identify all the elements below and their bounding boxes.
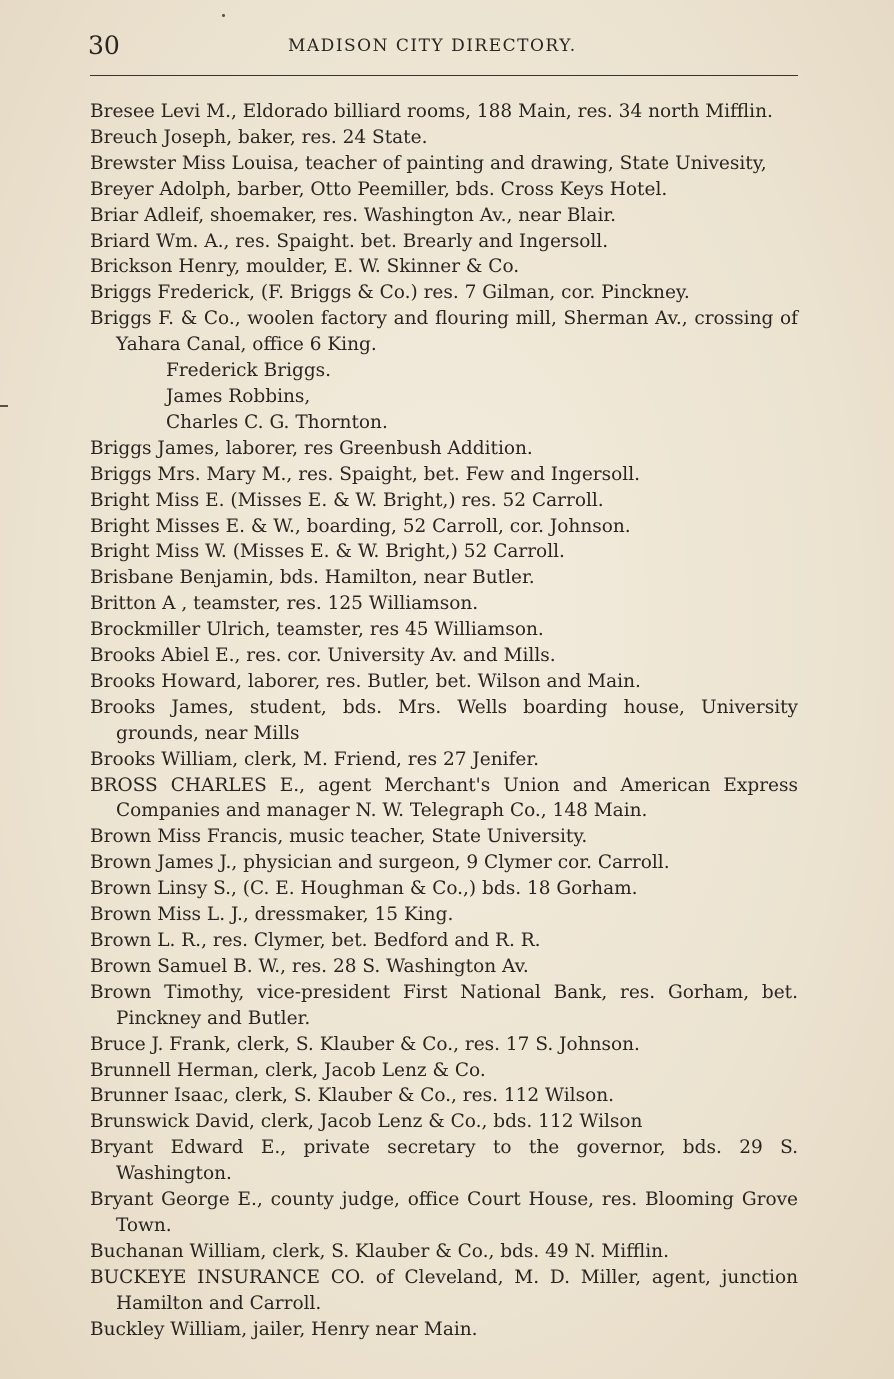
directory-entry: Brooks William, clerk, M. Friend, res 27 Jenifer. — [90, 748, 540, 770]
directory-entry: Bright Misses E. & W., boarding, 52 Carroll, cor. Johnson. — [90, 515, 631, 537]
running-title: MADISON CITY DIRECTORY. — [288, 36, 577, 56]
directory-entry: Brisbane Benjamin, bds. Hamilton, near Butler. — [90, 567, 535, 589]
page-number: 30 — [88, 31, 120, 60]
directory-entry: Briggs Mrs. Mary M., res. Spaight, bet. Few and Ingersoll. — [90, 463, 640, 485]
directory-entry: Brown Linsy S., (C. E. Houghman & Co.,) bds. 18 Gorham. — [90, 878, 638, 900]
directory-entry: Brooks James, student, bds. Mrs. Wells boarding house, University grounds, near Mills — [90, 696, 798, 744]
header-rule — [90, 75, 798, 76]
margin-mark — [0, 405, 8, 407]
directory-entry: Buchanan William, clerk, S. Klauber & Co., bds. 49 N. Mifflin. — [90, 1240, 669, 1262]
directory-entry: Bresee Levi M., Eldorado billiard rooms, 188 Main, res. 34 north Mifflin. — [90, 101, 773, 122]
directory-entry: Bryant Edward E., private secretary to the governor, bds. 29 S. Washington. — [90, 1137, 798, 1185]
directory-entry: Bright Miss E. (Misses E. & W. Bright,) res. 52 Carroll. — [90, 489, 604, 511]
directory-entry: Brunnell Herman, clerk, Jacob Lenz & Co. — [90, 1059, 486, 1081]
directory-entry: Brown L. R., res. Clymer, bet. Bedford and R. R. — [90, 930, 541, 951]
directory-entry: Bruce J. Frank, clerk, S. Klauber & Co., res. 17 S. Johnson. — [90, 1033, 640, 1055]
directory-entry: Briard Wm. A., res. Spaight. bet. Brearly and Ingersoll. — [90, 230, 609, 252]
directory-entry: Briggs James, laborer, res Greenbush Addition. — [90, 437, 533, 459]
partner-name: Charles C. G. Thornton. — [166, 411, 388, 433]
directory-entry: Bright Miss W. (Misses E. & W. Bright,) 52 Carroll. — [90, 541, 565, 563]
directory-entry: Bryant George E., county judge, office Court House, res. Blooming Grove Town. — [90, 1189, 798, 1236]
directory-entry: Brickson Henry, moulder, E. W. Skinner & Co. — [90, 256, 520, 278]
partner-name: Frederick Briggs. — [166, 360, 332, 382]
directory-entry: Brunner Isaac, clerk, S. Klauber & Co., res. 112 Wilson. — [90, 1085, 614, 1107]
ink-speck — [222, 14, 225, 17]
partner-name: James Robbins, — [166, 385, 311, 407]
directory-entry: Brown Timothy, vice-president First National Bank, res. Gorham, bet. Pinckney and Butler. — [90, 981, 798, 1029]
directory-entry: Brooks Abiel E., res. cor. University Av. and Mills. — [90, 645, 556, 667]
directory-entry: Brooks Howard, laborer, res. Butler, bet. Wilson and Main. — [90, 670, 641, 692]
directory-entry: Breyer Adolph, barber, Otto Peemiller, bds. Cross Keys Hotel. — [90, 178, 668, 200]
partner-list — [90, 358, 798, 436]
directory-entry: Brunswick David, clerk, Jacob Lenz & Co., bds. 112 Wilson — [90, 1111, 643, 1133]
directory-entry: Brewster Miss Louisa, teacher of painting and drawing, State Univesity, — [90, 152, 767, 174]
directory-entry: Brown Samuel B. W., res. 28 S. Washington Av. — [90, 955, 529, 977]
directory-entry: Briggs F. & Co., woolen factory and flouring mill, Sherman Av., crossing of Yahara Canal, office 6 King. — [90, 308, 798, 356]
directory-entry: BROSS CHARLES E., agent Merchant's Union and American Express Companies and manager N. W. Telegraph Co., 148 Main. — [90, 774, 798, 822]
directory-entry: Buckley William, jailer, Henry near Main. — [90, 1318, 478, 1340]
directory-entry: Britton A , teamster, res. 125 Williamson. — [90, 593, 479, 615]
directory-entry: Brown Miss Francis, music teacher, State University. — [90, 826, 588, 848]
directory-entry: Briar Adleif, shoemaker, res. Washington Av., near Blair. — [90, 204, 617, 226]
directory-entries — [90, 99, 798, 1343]
directory-entry: BUCKEYE INSURANCE CO. of Cleveland, M. D. Miller, agent, junction Hamilton and Carroll. — [90, 1266, 798, 1314]
directory-entry: Briggs Frederick, (F. Briggs & Co.) res. 7 Gilman, cor. Pinckney. — [90, 282, 690, 304]
page-header — [88, 28, 800, 64]
directory-entry: Breuch Joseph, baker, res. 24 State. — [90, 126, 428, 148]
directory-entry: Brown James J., physician and surgeon, 9 Clymer cor. Carroll. — [90, 852, 670, 874]
directory-entry: Brockmiller Ulrich, teamster, res 45 Williamson. — [90, 619, 544, 641]
directory-entry: Brown Miss L. J., dressmaker, 15 King. — [90, 904, 454, 926]
